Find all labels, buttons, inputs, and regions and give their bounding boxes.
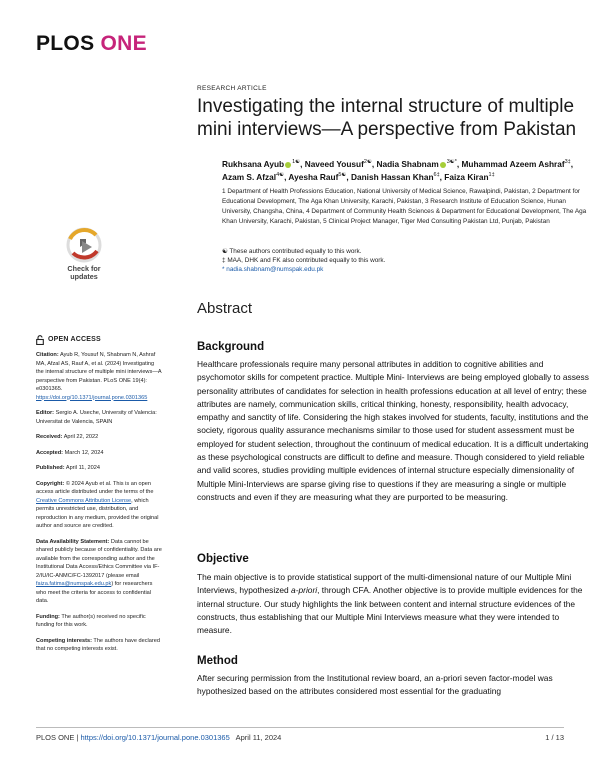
received-block — [36, 433, 162, 442]
received-label: Received: — [36, 434, 63, 440]
abstract-heading: Abstract — [197, 300, 253, 317]
citation-doi-link[interactable]: https://doi.org/10.1371/journal.pone.0301365 — [36, 394, 148, 401]
page-number: 1 / 13 — [545, 733, 564, 742]
accepted-date: March 12, 2024 — [64, 449, 104, 456]
objective-paragraph — [197, 571, 589, 637]
check-updates-line1: Check for — [67, 264, 101, 273]
published-label: Published: — [36, 465, 65, 471]
copyright-block — [36, 480, 162, 531]
footer-date: April 11, 2024 — [235, 733, 282, 742]
method-paragraph: After securing permission from the Institutional review board, an a-priori seven factor-model was hypothesized based on the attributes considered most essential for the graduating — [197, 673, 553, 697]
author-sup: 3☯* — [446, 159, 457, 165]
citation-label: Citation: — [36, 352, 59, 358]
author-sup: 3‡ — [564, 159, 571, 165]
author-name[interactable]: Rukhsana Ayub — [222, 158, 285, 169]
funding-label: Funding: — [36, 613, 60, 620]
competing-interests-label: Competing interests: — [36, 637, 92, 644]
footer-journal: PLOS ONE — [36, 733, 75, 742]
data-availability-label: Data Availability Statement: — [36, 538, 110, 545]
editor-text: Sergio A. Useche, University of Valencia: Universitat de Valencia, SPAIN — [36, 410, 157, 425]
accepted-label: Accepted: — [36, 449, 64, 456]
author-name[interactable]: , Danish Hassan Khan — [346, 171, 434, 182]
data-availability-block — [36, 538, 162, 606]
affiliations: 1 Department of Health Professions Education, National University of Medical Science, Rawalpindi, Pakistan, 2 Department for Educational Development, The Aga Khan University, Karachi, Pakistan, 3 Research Institute of Education Science, Hunan University, Changsha, China, 4 Department of Community Health Sciences & Department for Educational Development, The Aga Khan University, Karachi, Pakistan, 5 Clinical Project Manager, Tiger Med Consulting Pakistan Ltd, Punjab, Pakistan — [222, 188, 587, 225]
note-equal-contribution: ☯ These authors contributed equally to this work. — [222, 248, 362, 255]
objective-text-end: , through CFA. Another objective is to provide multiple evidences for the internal structure. Our study highlights the link between content and internal structure evidences of the constructs, thus establishing that our Multiple Mini Interviews measure what they were intended to measure. — [197, 585, 583, 636]
corresponding-email-link[interactable]: * nadia.shabnam@numspak.edu.pk — [222, 266, 324, 273]
open-lock-icon — [36, 335, 44, 345]
author-notes — [222, 247, 592, 274]
article-metadata-sidebar — [36, 335, 162, 661]
competing-interests-text: The authors have declared that no competing interests exist. — [36, 637, 160, 652]
background-heading: Background — [197, 341, 265, 353]
received-date: April 22, 2022 — [63, 434, 99, 440]
accepted-block — [36, 449, 162, 458]
orcid-icon[interactable] — [440, 162, 446, 168]
data-availability-text: Data cannot be shared publicly because of confidentiality. Data are available from the corresponding author and the Institutional Data Access/Ethics Committee via IF-2/IU/IC-ANMC/FC-1392017 (please email — [36, 538, 162, 579]
author-sup: 5☯ — [338, 171, 347, 178]
check-updates-line2: updates — [70, 272, 98, 281]
footer-divider — [36, 727, 564, 728]
author-name[interactable]: , Nadia Shabnam — [371, 158, 439, 169]
license-link[interactable]: Creative Commons Attribution License — [36, 497, 132, 504]
check-updates-icon — [58, 225, 110, 265]
check-for-updates-badge[interactable] — [58, 225, 110, 289]
footer-separator: | — [74, 733, 81, 742]
competing-interests-block — [36, 637, 162, 654]
author-sup: 6‡ — [433, 171, 440, 178]
published-block — [36, 464, 162, 473]
page-footer — [36, 733, 281, 742]
author-list — [222, 157, 592, 183]
journal-name-one: ONE — [100, 32, 147, 55]
author-sup: 2☯ — [363, 159, 372, 165]
orcid-icon[interactable] — [285, 162, 291, 168]
author-sup: 1☯ — [292, 159, 301, 165]
article-type: RESEARCH ARTICLE — [197, 85, 267, 92]
copyright-text: © 2024 Ayub et al. This is an open access article distributed under the terms of the — [36, 480, 154, 495]
article-title: Investigating the internal structure of multiple mini interviews—A perspective from Pakistan — [197, 96, 577, 140]
funding-block — [36, 613, 162, 630]
author-name[interactable]: , Faiza Kiran — [439, 171, 489, 182]
author-name[interactable]: , Ayesha Rauf — [284, 171, 339, 182]
funding-text: The author(s) received no specific funding for this work. — [36, 613, 146, 628]
method-heading: Method — [197, 655, 238, 667]
open-access-label — [36, 335, 162, 345]
author-name[interactable]: , Azam S. Afzal — [222, 158, 574, 182]
published-date: April 11, 2024 — [65, 465, 100, 471]
open-access-text: OPEN ACCESS — [48, 335, 101, 343]
author-name[interactable]: , Muhammad Azeem Ashraf — [456, 158, 565, 169]
editor-block — [36, 409, 162, 426]
background-paragraph: Healthcare professionals require many personal attributes in addition to cognitive abilities and psychomotor skills for competent practice. Multiple Mini- Interviews are being employed globally to assess personality attributes of candidates for selection in health professions education at all level of entry; these attributes are namely, communication skills, critical thinking, honesty, responsibility, health advocacy, empathy and sanctity of life. Considering the high stakes involved for students, faculty, institutions and the society, rigorous quality assurance mechanisms similar to those used for student assessment must be employed for student selection, throughout the continuum of medical education. It is a difficult undertaking as these psychological constructs are difficult to define and measure. Though considered to yield reliable and valid scores, studies providing multiple evidences of internal structure especially dimensionality of Multiple Mini-Interviews are sparse giving rise to questions if they are measuring a single or multiple constructs and even if they are measuring what they are purported to be measuring. — [197, 359, 589, 502]
author-sup: 4☯ — [276, 171, 285, 178]
citation-block — [36, 351, 162, 402]
objective-text: The main objective is to provide statistical support of the multi-dimensional nature of our Multiple Mini Interviews, hypothesized — [197, 572, 572, 596]
objective-heading: Objective — [197, 553, 249, 565]
data-email-link[interactable]: faiza.fatima@numspak.edu.pk — [36, 581, 112, 587]
objective-italic: a-priori — [291, 585, 318, 596]
copyright-label: Copyright: — [36, 480, 65, 487]
note-also-contributed: ‡ MAA, DHK and FK also contributed equally to this work. — [222, 257, 386, 264]
copyright-text-end: , which permits unrestricted use, distribution, and reproduction in any medium, provided the original author and source are credited. — [36, 497, 159, 529]
footer-doi-link[interactable]: https://doi.org/10.1371/journal.pone.0301365 — [80, 733, 230, 742]
journal-logo — [36, 32, 147, 56]
journal-name-plos: PLOS — [36, 32, 95, 55]
data-availability-text-end: ) for researchers who meet the criteria for access to confidential data. — [36, 581, 153, 604]
author-sup: 1‡ — [488, 171, 495, 178]
editor-label: Editor: — [36, 410, 55, 416]
citation-text: Ayub R, Yousuf N, Shabnam N, Ashraf MA, Afzal AS, Rauf A, et al. (2024) Investigating the internal structure of multiple mini interviews—A perspective from Pakistan. PLoS ONE 19(4): e0301365. — [36, 352, 162, 392]
author-name[interactable]: , Naveed Yousuf — [300, 158, 364, 169]
